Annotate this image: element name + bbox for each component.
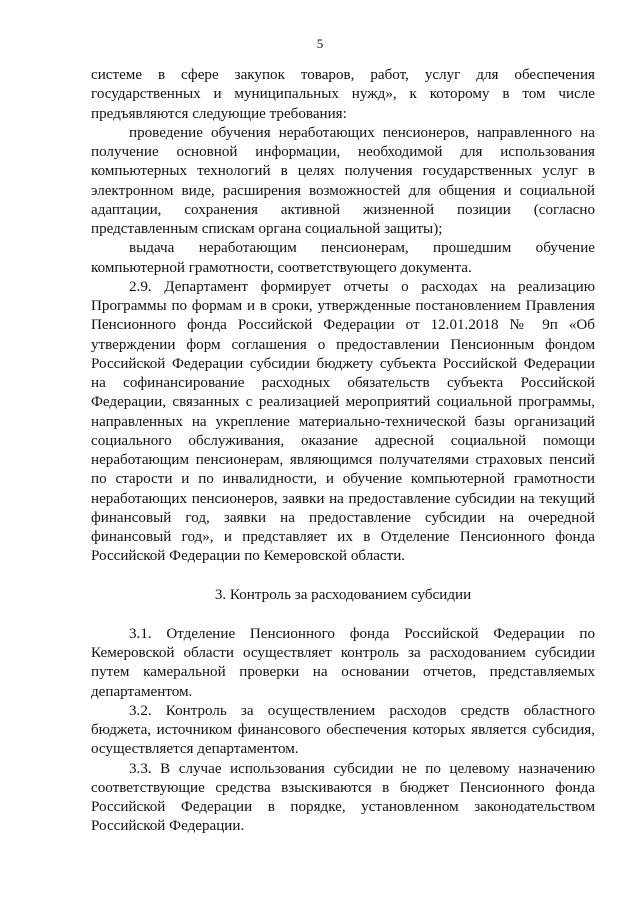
paragraph-3-1: 3.1. Отделение Пенсионного фонда Российской Федерации по Кемеровской области осуществляет контроль за расходованием субсидии путем камеральной проверки на основании отчетов, представляемых департаментом. bbox=[91, 625, 595, 700]
paragraph-2-9: 2.9. Департамент формирует отчеты о расходах на реализацию Программы по формам и в сроки, утвержденные постановлением Правления Пенсионного фонда Российской Федерации от 12.01.2018 № 9п «Об утверждении форм соглашения о предоставлении Пенсионным фондом Российской Федерации субсидии бюджету субъекта Российской Федерации на софинансирование расходных обязательств субъекта Российской Федерации, связанных с реализацией мероприятий социальной программы, направленных на укрепление материально-технической базы организаций социального обслуживания, оказание адресной социальной помощи неработающим пенсионерам, являющимся получателями страховых пенсий по старости и по инвалидности, и обучение компьютерной грамотности неработающих пенсионеров, заявки на предоставление субсидии на текущий финансовый год, заявки на предоставление субсидии на очередной финансовый год», и представляет их в Отделение Пенсионного фонда Российской Федерации по Кемеровской области. bbox=[91, 278, 595, 565]
document-body bbox=[91, 66, 595, 837]
paragraph-certificate-requirement: выдача неработающим пенсионерам, прошедшим обучение компьютерной грамотности, соответствующего документа. bbox=[91, 240, 595, 276]
paragraph-training-requirement: проведение обучения неработающих пенсионеров, направленного на получение основной информации, необходимой для использования компьютерных технологий в целях получения государственных услуг в электронном виде, расширения возможностей для общения и социальной адаптации, сохранения активной жизненной позиции (согласно представленным спискам органа социальной защиты); bbox=[91, 124, 595, 237]
section-3-heading: 3. Контроль за расходованием субсидии bbox=[214, 586, 472, 603]
paragraph-3-3: 3.3. В случае использования субсидии не по целевому назначению соответствующие средства взыскиваются в бюджет Пенсионного фонда Российской Федерации в порядке, установленном законодательством Российской Федерации. bbox=[91, 760, 595, 835]
page-number: 5 bbox=[316, 36, 324, 51]
paragraph-3-2: 3.2. Контроль за осуществлением расходов средств областного бюджета, источником финансового обеспечения которых является субсидия, осуществляется департаментом. bbox=[91, 702, 595, 758]
paragraph-continuation: системе в сфере закупок товаров, работ, услуг для обеспечения государственных и муниципальных нужд», к которому в том числе предъявляются следующие требования: bbox=[91, 67, 595, 122]
